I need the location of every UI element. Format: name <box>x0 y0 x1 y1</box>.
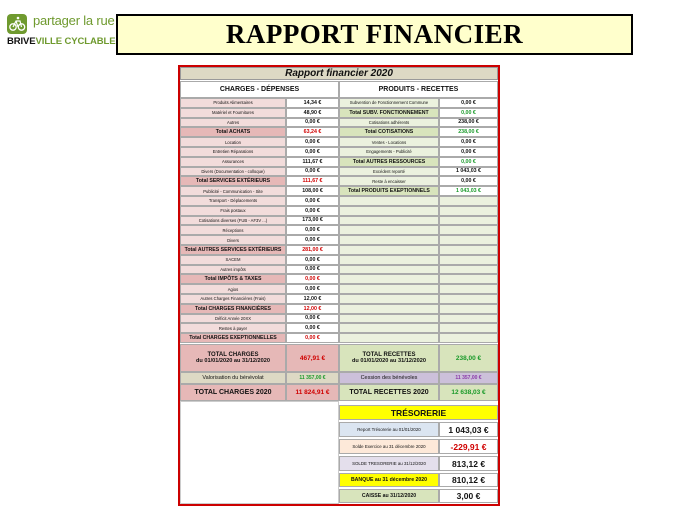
charges-item-label <box>180 186 286 196</box>
logo-ville-cyclable: VILLE CYCLABLE <box>35 36 116 47</box>
valorisation-label <box>180 372 286 384</box>
tresorerie-label-text: Report Trésorerie au 01/01/2020 <box>357 427 421 432</box>
total-charges-line-2: du 01/01/2020 au 31/12/2020 <box>195 358 271 364</box>
produits-value-text: 1 043,03 € <box>455 188 482 195</box>
charges-label-text: Total CHARGES FINANCIÈRES <box>195 305 271 312</box>
charges-item-value <box>286 284 339 294</box>
charges-label-text: Autres <box>226 119 240 125</box>
produits-total-label <box>339 108 439 118</box>
charges-value-text: 48,90 € <box>303 109 322 116</box>
total-recettes-line-2: du 01/01/2020 au 31/12/2020 <box>351 358 427 364</box>
charges-label-text: Autres Charges Financières (Frais) <box>200 296 266 302</box>
charges-item-value <box>286 225 339 235</box>
charges-label-text: Total ACHATS <box>215 129 251 136</box>
cession-amount: 11 357,00 € <box>455 375 482 381</box>
charges-label-text: Divers <box>227 237 239 243</box>
total-charges-amount: 467,91 € <box>299 354 326 362</box>
charges-value-text: 0,00 € <box>305 256 320 263</box>
charges-item-value <box>286 216 339 226</box>
total-recettes-amount: 238,00 € <box>455 354 482 362</box>
produits-item-value <box>439 167 498 177</box>
tresorerie-label-text: BANQUE au 31 décembre 2020 <box>350 477 428 483</box>
charges-item-value <box>286 167 339 177</box>
charges-item-label <box>180 118 286 128</box>
financial-report-table <box>178 65 500 506</box>
cession-label <box>339 372 439 384</box>
charges-item-value <box>286 186 339 196</box>
produits-empty-label <box>339 255 439 265</box>
produits-item-label <box>339 176 439 186</box>
produits-value-text: 0,00 € <box>461 148 476 155</box>
produits-item-label <box>339 118 439 128</box>
charges-label-text: Frais postaux <box>220 208 246 214</box>
page-title: RAPPORT FINANCIER <box>225 19 524 49</box>
produits-label-text: Cotisations adhérents <box>368 119 410 125</box>
charges-value-text: 0,00 € <box>305 266 320 273</box>
charges-item-label <box>180 196 286 206</box>
produits-item-value <box>439 118 498 128</box>
charges-value-text: 0,00 € <box>305 139 320 146</box>
produits-value-text: 1 043,03 € <box>455 168 482 175</box>
produits-item-value <box>439 137 498 147</box>
charges-item-label <box>180 235 286 245</box>
charges-label-text: Agios <box>227 286 239 292</box>
charges-item-label <box>180 284 286 294</box>
charges-value-text: 12,00 € <box>303 305 322 312</box>
charges-label-text: Restes à payer <box>218 325 248 331</box>
tresorerie-row-value <box>439 439 498 454</box>
produits-label-text: Ventes - Locations <box>371 139 407 145</box>
charges-value-text: 0,00 € <box>305 315 320 322</box>
charges-value-text: 281,00 € <box>302 246 323 253</box>
logo <box>4 6 114 46</box>
logo-line-1: partager la rue <box>33 13 115 28</box>
charges-value-text: 63,24 € <box>303 129 322 136</box>
report-subtitle-cell <box>180 67 498 80</box>
produits-empty-label <box>339 284 439 294</box>
produits-empty-label <box>339 294 439 304</box>
tresorerie-row-label <box>339 473 439 487</box>
grand-total-recettes-text: TOTAL RECETTES 2020 <box>349 389 429 396</box>
tresorerie-value-text: 3,00 € <box>456 491 481 501</box>
produits-empty-value <box>439 274 498 284</box>
produits-total-label <box>339 127 439 137</box>
charges-item-value <box>286 323 339 333</box>
tresorerie-value-text: 1 043,03 € <box>448 424 489 435</box>
charges-label-text: Divers (Documentation - colloque) <box>201 168 265 174</box>
cession-text: Cession des bénévoles <box>360 375 418 381</box>
grand-total-charges-text: TOTAL CHARGES 2020 <box>194 389 272 396</box>
charges-item-label <box>180 137 286 147</box>
valorisation-text: Valorisation du bénévolat <box>202 375 264 381</box>
charges-total-value <box>286 127 339 137</box>
produits-total-label <box>339 186 439 196</box>
charges-total-value <box>286 304 339 314</box>
produits-empty-value <box>439 235 498 245</box>
grand-total-recettes-amount: 12 638,03 € <box>451 389 486 396</box>
charges-label-text: Total IMPÔTS & TAXES <box>204 276 262 283</box>
charges-item-value <box>286 137 339 147</box>
charges-total-label <box>180 127 286 137</box>
charges-item-value <box>286 108 339 118</box>
charges-total-value <box>286 245 339 255</box>
charges-value-text: 0,00 € <box>305 286 320 293</box>
produits-label-text: Total COTISATIONS <box>364 129 414 136</box>
charges-total-value <box>286 333 339 343</box>
produits-empty-label <box>339 225 439 235</box>
produits-empty-label <box>339 245 439 255</box>
bicycle-icon <box>7 14 27 34</box>
charges-value-text: 0,00 € <box>305 325 320 332</box>
charges-value-text: 0,00 € <box>305 237 320 244</box>
produits-value-text: 238,00 € <box>458 129 479 136</box>
produits-value-text: 0,00 € <box>461 139 476 146</box>
produits-empty-label <box>339 235 439 245</box>
grand-total-recettes-label <box>339 384 439 401</box>
produits-header-label: PRODUITS - RECETTES <box>378 86 459 93</box>
charges-item-label <box>180 294 286 304</box>
produits-empty-value <box>439 255 498 265</box>
produits-empty-value <box>439 265 498 275</box>
produits-empty-label <box>339 274 439 284</box>
grand-total-charges-amount: 11 824,91 € <box>295 389 330 396</box>
report-subtitle: Rapport financier 2020 <box>285 68 393 79</box>
produits-value-text: 0,00 € <box>461 109 476 116</box>
charges-total-label <box>180 333 286 343</box>
produits-empty-value <box>439 304 498 314</box>
charges-item-label <box>180 157 286 167</box>
produits-empty-value <box>439 323 498 333</box>
valorisation-amount: 11 357,00 € <box>299 375 326 381</box>
charges-item-value <box>286 314 339 324</box>
tresorerie-row-value <box>439 473 498 487</box>
tresorerie-label-text: Solde Exercice au 31 décembre 2020 <box>352 444 426 449</box>
charges-header <box>180 81 339 98</box>
charges-value-text: 111,67 € <box>302 158 323 165</box>
charges-item-label <box>180 98 286 108</box>
grand-total-charges-value <box>286 384 339 401</box>
produits-empty-label <box>339 333 439 343</box>
produits-empty-value <box>439 225 498 235</box>
charges-total-value <box>286 176 339 186</box>
tresorerie-value-text: 810,12 € <box>451 475 486 485</box>
charges-label-text: Transport - Déplacements <box>208 198 258 204</box>
produits-empty-value <box>439 314 498 324</box>
produits-total-label <box>339 157 439 167</box>
produits-value-text: 0,00 € <box>461 178 476 185</box>
charges-label-text: Autres impôts <box>220 266 246 272</box>
charges-value-text: 14,34 € <box>303 99 322 106</box>
charges-item-label <box>180 265 286 275</box>
produits-empty-value <box>439 294 498 304</box>
charges-label-text: Total SERVICES EXTÉRIEURS <box>195 178 271 185</box>
charges-item-value <box>286 196 339 206</box>
tresorerie-value-text: 813,12 € <box>451 458 486 469</box>
produits-value-text: 0,00 € <box>461 99 476 106</box>
produits-empty-label <box>339 323 439 333</box>
charges-item-value <box>286 235 339 245</box>
total-recettes-value <box>439 344 498 372</box>
charges-item-value <box>286 118 339 128</box>
produits-item-label <box>339 147 439 157</box>
tresorerie-row-label <box>339 439 439 454</box>
charges-label-text: Entretien Réparations <box>212 149 254 155</box>
charges-item-label <box>180 225 286 235</box>
produits-header <box>339 81 498 98</box>
charges-value-text: 0,00 € <box>305 335 320 342</box>
produits-empty-value <box>439 284 498 294</box>
grand-total-recettes-value <box>439 384 498 401</box>
charges-item-value <box>286 157 339 167</box>
produits-total-value <box>439 186 498 196</box>
charges-item-label <box>180 108 286 118</box>
charges-value-text: 111,67 € <box>302 178 323 185</box>
charges-label-text: Matériel et Fournitures <box>212 110 254 116</box>
charges-value-text: 0,00 € <box>305 168 320 175</box>
tresorerie-row-label <box>339 489 439 503</box>
empty-area <box>180 401 339 504</box>
charges-label-text: Assurances <box>222 159 244 165</box>
charges-item-label <box>180 255 286 265</box>
charges-label-text: Total CHARGES EXEPTIONNELLES <box>189 335 277 342</box>
tresorerie-title: TRÉSORERIE <box>390 407 447 418</box>
produits-empty-label <box>339 265 439 275</box>
tresorerie-row-label <box>339 456 439 471</box>
charges-value-text: 0,00 € <box>305 227 320 234</box>
charges-value-text: 0,00 € <box>305 148 320 155</box>
tresorerie-row-value <box>439 489 498 503</box>
produits-total-value <box>439 127 498 137</box>
produits-item-value <box>439 176 498 186</box>
produits-label-text: Total PRODUITS EXEPTIONNELS <box>348 188 430 195</box>
charges-item-label <box>180 314 286 324</box>
tresorerie-label-text: CAISSE au 31/12/2020 <box>361 493 417 499</box>
charges-total-label <box>180 274 286 284</box>
produits-item-label <box>339 98 439 108</box>
title-box <box>116 14 633 55</box>
logo-line-2 <box>7 36 115 47</box>
produits-item-label <box>339 137 439 147</box>
tresorerie-header <box>339 405 498 420</box>
charges-item-value <box>286 294 339 304</box>
charges-value-text: 108,00 € <box>302 188 323 195</box>
charges-total-value <box>286 274 339 284</box>
charges-item-label <box>180 206 286 216</box>
charges-label-text: Publicité - Communication - Site <box>203 188 263 194</box>
total-charges-value <box>286 344 339 372</box>
produits-label-text: Reste à encaisser <box>372 178 406 184</box>
charges-total-label <box>180 245 286 255</box>
charges-value-text: 12,00 € <box>303 295 322 302</box>
charges-label-text: Déficit Année 20XX <box>214 315 252 321</box>
produits-label-text: Total AUTRES RESSOURCES <box>352 158 426 165</box>
charges-item-value <box>286 98 339 108</box>
produits-empty-label <box>339 304 439 314</box>
charges-total-label <box>180 176 286 186</box>
logo-brive: BRIVE <box>7 36 36 47</box>
produits-label-text: Subvention de Fonctionnement Commune <box>349 100 429 106</box>
charges-value-text: 173,00 € <box>302 217 323 224</box>
total-charges-line-1: TOTAL CHARGES <box>207 352 259 358</box>
produits-empty-value <box>439 333 498 343</box>
produits-item-label <box>339 167 439 177</box>
produits-item-value <box>439 147 498 157</box>
charges-item-value <box>286 206 339 216</box>
produits-empty-label <box>339 196 439 206</box>
grand-total-charges-label <box>180 384 286 401</box>
tresorerie-row-value <box>439 422 498 437</box>
produits-empty-label <box>339 206 439 216</box>
tresorerie-value-text: -229,91 € <box>450 441 487 452</box>
charges-item-label <box>180 147 286 157</box>
charges-value-text: 0,00 € <box>305 207 320 214</box>
charges-total-label <box>180 304 286 314</box>
charges-value-text: 0,00 € <box>305 119 320 126</box>
charges-item-label <box>180 167 286 177</box>
charges-item-value <box>286 265 339 275</box>
produits-value-text: 0,00 € <box>461 158 476 165</box>
charges-item-value <box>286 255 339 265</box>
tresorerie-label-text: SOLDE TRESORERIE au 31/12/2020 <box>352 461 426 466</box>
charges-value-text: 0,00 € <box>305 197 320 204</box>
produits-empty-value <box>439 196 498 206</box>
charges-value-text: 0,00 € <box>305 276 320 283</box>
produits-empty-label <box>339 216 439 226</box>
charges-label-text: SACEM <box>225 257 241 263</box>
charges-label-text: Réceptions <box>222 227 244 233</box>
produits-empty-value <box>439 206 498 216</box>
produits-total-value <box>439 108 498 118</box>
charges-header-label: CHARGES - DÉPENSES <box>219 86 300 93</box>
tresorerie-row-value <box>439 456 498 471</box>
produits-empty-value <box>439 216 498 226</box>
produits-label-text: Excédent reporté <box>373 168 405 174</box>
charges-label-text: Cotisations diverses (FUB - AF3V ...) <box>198 217 268 223</box>
total-recettes-label <box>339 344 439 372</box>
produits-empty-label <box>339 314 439 324</box>
charges-item-label <box>180 323 286 333</box>
charges-label-text: Total AUTRES SERVICES EXTÉRIEURS <box>184 246 282 253</box>
produits-label-text: Engagements - Publicité <box>366 149 412 155</box>
charges-label-text: Location <box>225 139 241 145</box>
charges-item-value <box>286 147 339 157</box>
cession-value <box>439 372 498 384</box>
total-charges-label <box>180 344 286 372</box>
charges-label-text: Produits Alimentaires <box>213 100 253 106</box>
produits-value-text: 238,00 € <box>458 119 479 126</box>
valorisation-value <box>286 372 339 384</box>
produits-total-value <box>439 157 498 167</box>
produits-item-value <box>439 98 498 108</box>
produits-label-text: Total SUBV. FONCTIONNEMENT <box>349 109 429 116</box>
produits-empty-value <box>439 245 498 255</box>
tresorerie-row-label <box>339 422 439 437</box>
total-recettes-line-1: TOTAL RECETTES <box>362 352 416 358</box>
charges-item-label <box>180 216 286 226</box>
